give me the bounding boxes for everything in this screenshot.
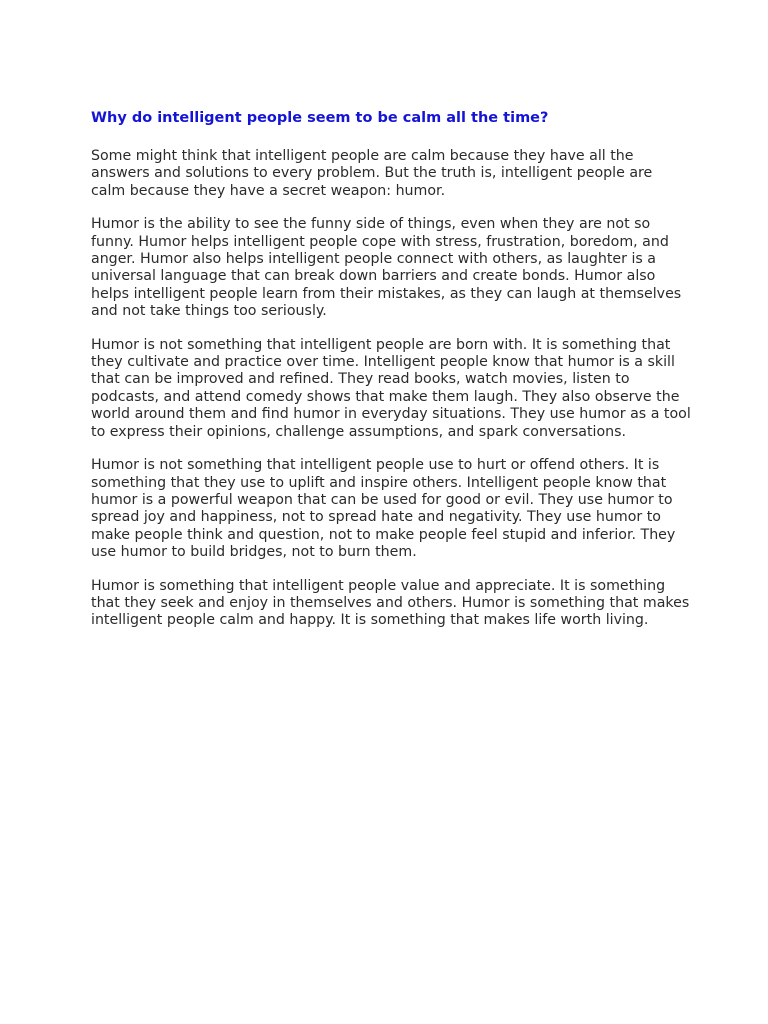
paragraph-4: Humor is not something that intelligent people use to hurt or offend others. It is something that they use to uplift and inspire others. Intelligent people know that humor is a powerful weapon that can be used for good or evil. They use humor to spread joy and happiness, not to spread hate and negativity. They use humor to make people think and question, not to make people feel stupid and inferior. They use humor to build bridges, not to burn them. <box>91 457 676 561</box>
document-page <box>91 108 691 646</box>
paragraph-5: Humor is something that intelligent people value and appreciate. It is something that they seek and enjoy in themselves and others. Humor is something that makes intelligent people calm and happy. It is something that makes life worth living. <box>91 577 690 629</box>
document-title: Why do intelligent people seem to be calm all the time? <box>91 110 549 126</box>
paragraph-1: Some might think that intelligent people are calm because they have all the answers and solutions to every problem. But the truth is, intelligent people are calm because they have a secret weapon: humor. <box>91 148 653 199</box>
paragraph-3: Humor is not something that intelligent people are born with. It is something that they cultivate and practice over time. Intelligent people know that humor is a skill that can be improved and refined. They read books, watch movies, listen to podcasts, and attend comedy shows that make them laugh. They also observe the world around them and find humor in everyday situations. They use humor as a tool to express their opinions, challenge assumptions, and spark conversations. <box>91 336 691 440</box>
paragraph-2: Humor is the ability to see the funny side of things, even when they are not so funny. Humor helps intelligent people cope with stress, frustration, boredom, and anger. Humor also helps intelligent people connect with others, as laughter is a universal language that can break down barriers and create bonds. Humor also helps intelligent people learn from their mistakes, as they can laugh at themselves and not take things too seriously. <box>91 216 682 320</box>
